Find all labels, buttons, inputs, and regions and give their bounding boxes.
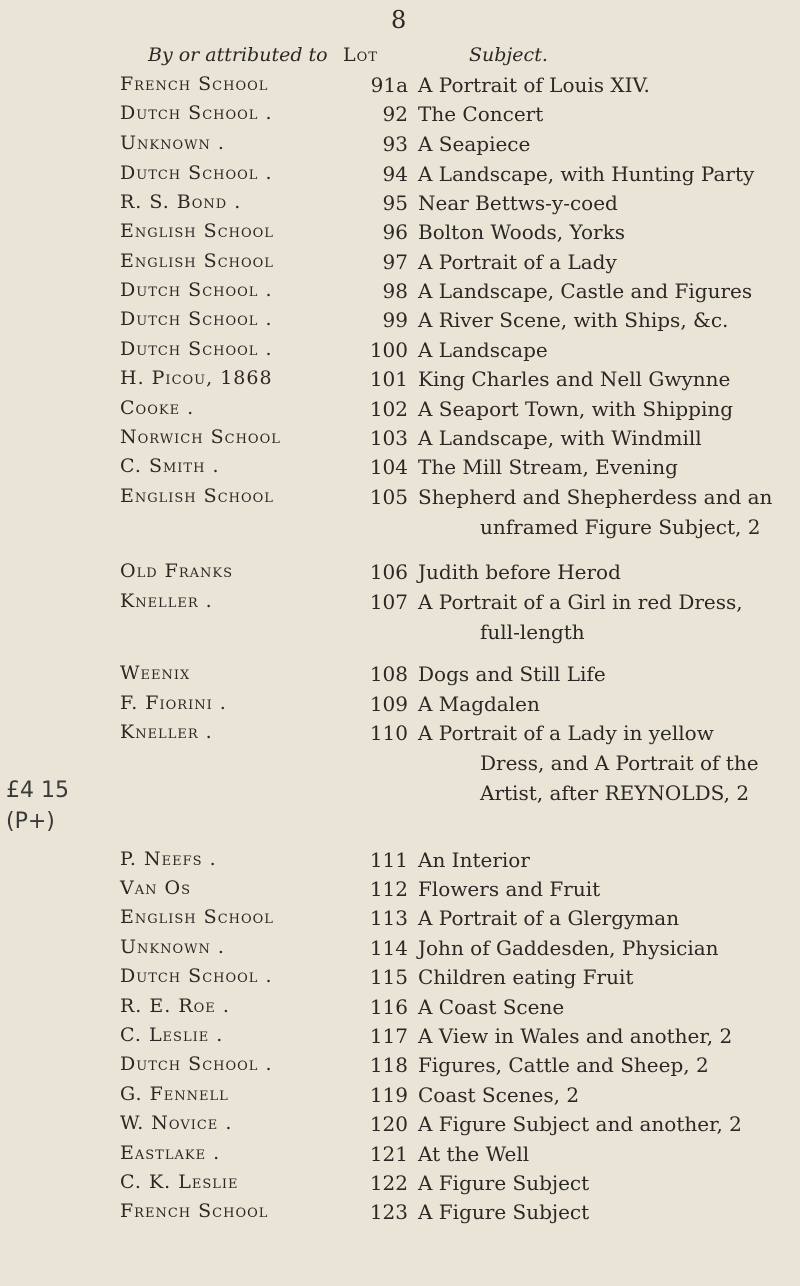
lot-row (0, 877, 800, 901)
lot-row (0, 397, 800, 421)
lot-row (0, 132, 800, 156)
header-lot: Lot (343, 44, 378, 66)
lot-row (0, 279, 800, 303)
lot-row (0, 250, 800, 274)
lot-number: 101 (369, 367, 408, 391)
artist-name: French School (120, 73, 269, 95)
lot-row (0, 1142, 800, 1166)
subject-text: Judith before Herod (418, 560, 621, 584)
subject-text: A Seapiece (418, 132, 531, 156)
lot-number: 97 (382, 250, 408, 274)
subject-text: Dogs and Still Life (418, 662, 606, 686)
subject-text: The Mill Stream, Evening (418, 455, 678, 479)
subject-continuation: unframed Figure Subject, 2 (480, 515, 761, 539)
lot-number: 95 (382, 191, 408, 215)
lot-row (0, 455, 800, 479)
artist-name: English School (120, 485, 274, 507)
lot-row (0, 308, 800, 332)
lot-number: 107 (369, 590, 408, 614)
lot-number: 94 (382, 162, 408, 186)
artist-name: Dutch School . (120, 102, 273, 124)
subject-text: A View in Wales and another, 2 (418, 1024, 733, 1048)
lot-number: 98 (382, 279, 408, 303)
artist-name: F. Fiorini . (120, 692, 227, 714)
lot-row (0, 1171, 800, 1195)
artist-name: C. K. Leslie (120, 1171, 239, 1193)
lot-number: 93 (382, 132, 408, 156)
artist-name: Kneller . (120, 590, 213, 612)
lot-number: 96 (382, 220, 408, 244)
lot-row (0, 1053, 800, 1077)
artist-name: Eastlake . (120, 1142, 221, 1164)
lot-number: 109 (369, 692, 408, 716)
artist-name: English School (120, 250, 274, 272)
artist-name: Unknown . (120, 132, 225, 154)
lot-number: 123 (369, 1200, 408, 1224)
subject-text: Children eating Fruit (418, 965, 634, 989)
artist-name: Old Franks (120, 560, 234, 582)
artist-name: French School (120, 1200, 269, 1222)
lot-row (0, 191, 800, 215)
lot-row (0, 965, 800, 989)
artist-name: C. Leslie . (120, 1024, 224, 1046)
artist-name: Weenix (120, 662, 191, 684)
lot-number: 114 (369, 936, 408, 960)
subject-text: A Portrait of a Lady (418, 250, 617, 274)
subject-continuation: full-length (480, 620, 585, 644)
lot-number: 103 (369, 426, 408, 450)
subject-text: A Magdalen (418, 692, 540, 716)
handwritten-margin-note (6, 778, 86, 840)
header-subject: Subject. (469, 44, 548, 66)
subject-text: A Landscape, with Windmill (418, 426, 702, 450)
lot-row (0, 560, 800, 584)
lot-row (0, 485, 800, 539)
lot-number: 119 (369, 1083, 408, 1107)
lot-number: 113 (369, 906, 408, 930)
subject-text: A Landscape (418, 338, 548, 362)
subject-text: Shepherd and Shepherdess and an (418, 485, 773, 509)
lot-number: 120 (369, 1112, 408, 1136)
subject-text: A Seaport Town, with Shipping (418, 397, 734, 421)
artist-name: English School (120, 906, 274, 928)
subject-text: A Portrait of Louis XIV. (418, 73, 650, 97)
lot-number: 121 (369, 1142, 408, 1166)
lot-row (0, 1112, 800, 1136)
lot-row (0, 220, 800, 244)
lot-number: 100 (369, 338, 408, 362)
subject-continuation: Dress, and A Portrait of the (480, 751, 759, 775)
subject-text: Figures, Cattle and Sheep, 2 (418, 1053, 709, 1077)
artist-name: Dutch School . (120, 965, 273, 987)
lot-row (0, 692, 800, 716)
subject-text: John of Gaddesden, Physician (418, 936, 719, 960)
artist-name: Kneller . (120, 721, 213, 743)
lot-row (0, 102, 800, 126)
subject-text: King Charles and Nell Gwynne (418, 367, 731, 391)
lot-row (0, 662, 800, 686)
header-attributed: By or attributed to (148, 44, 328, 66)
lot-number: 122 (369, 1171, 408, 1195)
subject-continuation: Artist, after REYNOLDS, 2 (480, 781, 750, 805)
subject-text: The Concert (418, 102, 544, 126)
page-number: 8 (391, 6, 407, 34)
lot-number: 106 (369, 560, 408, 584)
artist-name: Dutch School . (120, 162, 273, 184)
lot-number: 91a (370, 73, 408, 97)
artist-name: Dutch School . (120, 338, 273, 360)
subject-text: A Figure Subject and another, 2 (418, 1112, 742, 1136)
lot-row (0, 995, 800, 1019)
lot-row (0, 906, 800, 930)
artist-name: Dutch School . (120, 1053, 273, 1075)
artist-name: English School (120, 220, 274, 242)
lot-number: 116 (369, 995, 408, 1019)
lot-row (0, 162, 800, 186)
artist-name: W. Novice . (120, 1112, 233, 1134)
lot-number: 92 (382, 102, 408, 126)
subject-text: Bolton Woods, Yorks (418, 220, 625, 244)
subject-text: A River Scene, with Ships, &c. (418, 308, 729, 332)
artist-name: Van Os (120, 877, 192, 899)
artist-name: C. Smith . (120, 455, 220, 477)
lot-row (0, 73, 800, 97)
artist-name: Unknown . (120, 936, 225, 958)
subject-text: An Interior (418, 848, 530, 872)
lot-number: 102 (369, 397, 408, 421)
artist-name: R. S. Bond . (120, 191, 242, 213)
lot-number: 118 (369, 1053, 408, 1077)
lot-row (0, 1200, 800, 1224)
lot-number: 115 (369, 965, 408, 989)
subject-text: A Landscape, with Hunting Party (418, 162, 755, 186)
subject-text: A Portrait of a Glergyman (418, 906, 680, 930)
subject-text: At the Well (418, 1142, 530, 1166)
subject-text: A Coast Scene (418, 995, 565, 1019)
lot-row (0, 367, 800, 391)
subject-text: A Figure Subject (418, 1171, 590, 1195)
artist-name: Dutch School . (120, 279, 273, 301)
margin-note-line: (P+) (6, 809, 55, 834)
subject-text: A Portrait of a Lady in yellow (418, 721, 714, 745)
artist-name: P. Neefs . (120, 848, 217, 870)
artist-name: Norwich School (120, 426, 281, 448)
lot-number: 99 (382, 308, 408, 332)
lot-number: 117 (369, 1024, 408, 1048)
lot-number: 110 (369, 721, 408, 745)
lot-number: 108 (369, 662, 408, 686)
lot-number: 104 (369, 455, 408, 479)
lot-number: 105 (369, 485, 408, 509)
artist-name: Dutch School . (120, 308, 273, 330)
lot-row (0, 1083, 800, 1107)
subject-text: Near Bettws-y-coed (418, 191, 618, 215)
subject-text: A Figure Subject (418, 1200, 590, 1224)
lot-row (0, 590, 800, 644)
lot-number: 112 (369, 877, 408, 901)
lot-row (0, 426, 800, 450)
artist-name: H. Picou, 1868 (120, 367, 273, 389)
subject-text: Coast Scenes, 2 (418, 1083, 580, 1107)
artist-name: Cooke . (120, 397, 195, 419)
lot-number: 111 (369, 848, 408, 872)
lot-row (0, 848, 800, 872)
artist-name: R. E. Roe . (120, 995, 230, 1017)
artist-name: G. Fennell (120, 1083, 229, 1105)
margin-note-line: £4 15 (6, 778, 69, 803)
lot-row (0, 338, 800, 362)
subject-text: A Portrait of a Girl in red Dress, (418, 590, 743, 614)
lot-row (0, 1024, 800, 1048)
subject-text: A Landscape, Castle and Figures (418, 279, 753, 303)
lot-row (0, 936, 800, 960)
subject-text: Flowers and Fruit (418, 877, 601, 901)
